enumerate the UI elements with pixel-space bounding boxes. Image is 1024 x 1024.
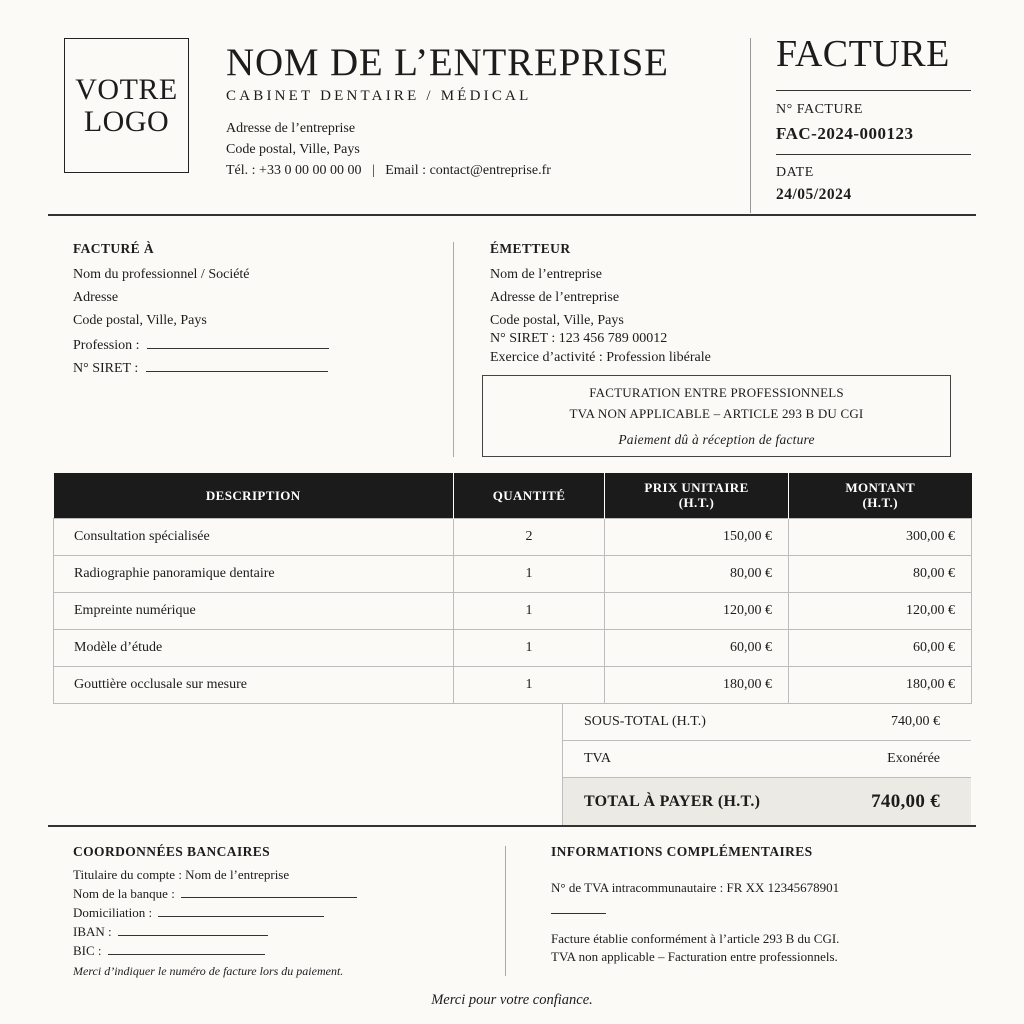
cell-quantity: 1 <box>454 555 605 592</box>
iban-row <box>73 924 268 940</box>
tva-label: TVA <box>584 751 611 766</box>
issuer-title: ÉMETTEUR <box>490 241 571 256</box>
company-postal: Code postal, Ville, Pays <box>226 142 360 157</box>
amount-header-line1: MONTANT <box>845 480 916 496</box>
header-rule <box>48 214 976 216</box>
grand-total-row <box>562 778 971 825</box>
bic-field[interactable] <box>108 943 265 955</box>
cell-description: Radiographie panoramique dentaire <box>54 555 454 592</box>
client-address: Adresse <box>73 290 119 305</box>
logo-placeholder <box>64 38 189 173</box>
cell-amount: 180,00 € <box>789 666 972 703</box>
domiciliation-row <box>73 905 324 921</box>
info-title: INFORMATIONS COMPLÉMENTAIRES <box>551 844 813 859</box>
amount-header-line2: (H.T.) <box>862 495 898 511</box>
table-header-row <box>54 473 972 518</box>
bic-row <box>73 943 265 959</box>
cell-amount: 60,00 € <box>789 629 972 666</box>
meta-rule <box>776 154 971 155</box>
subtotal-value: 740,00 € <box>891 714 940 729</box>
cell-amount: 80,00 € <box>789 555 972 592</box>
parties-divider <box>453 242 454 457</box>
footer-rule <box>48 825 976 827</box>
date-label: DATE <box>776 165 814 180</box>
logo-text-line2: LOGO <box>83 104 170 138</box>
invoice-number-label: N° FACTURE <box>776 102 863 117</box>
invoice-number: FAC-2024-000123 <box>776 124 914 143</box>
unit-price-header-line2: (H.T.) <box>678 495 715 511</box>
col-header-quantity: QUANTITÉ <box>454 473 605 518</box>
iban-field[interactable] <box>118 924 268 936</box>
info-short-rule <box>551 913 606 914</box>
issuer-postal: Code postal, Ville, Pays <box>490 313 624 328</box>
client-postal: Code postal, Ville, Pays <box>73 313 207 328</box>
issuer-address: Adresse de l’entreprise <box>490 290 620 305</box>
cell-description: Empreinte numérique <box>54 592 454 629</box>
legal-notice-box <box>482 375 951 457</box>
tva-value: Exonérée <box>887 751 940 766</box>
company-address: Adresse de l’entreprise <box>226 121 356 136</box>
notice-line-1: FACTURATION ENTRE PROFESSIONNELS <box>589 385 844 400</box>
cell-quantity: 1 <box>454 629 605 666</box>
cell-unit-price: 60,00 € <box>605 629 789 666</box>
table-row <box>54 518 972 555</box>
subtotal-label: SOUS-TOTAL (H.T.) <box>584 714 706 729</box>
cell-unit-price: 80,00 € <box>605 555 789 592</box>
cell-amount: 300,00 € <box>789 518 972 555</box>
client-siret-row <box>73 360 328 377</box>
billed-to-title: FACTURÉ À <box>73 241 154 256</box>
invoice-items-table <box>53 473 972 704</box>
col-header-description: DESCRIPTION <box>54 473 454 518</box>
tva-row <box>562 741 971 778</box>
legal-mention-2: TVA non applicable – Facturation entre professionnels. <box>551 949 838 964</box>
title-rule <box>776 90 971 91</box>
subtotal-row <box>562 704 971 741</box>
bank-name-row <box>73 886 357 902</box>
profession-label: Profession : <box>73 338 140 353</box>
bank-name-field[interactable] <box>181 886 357 898</box>
payment-note: Merci d’indiquer le numéro de facture lors du paiement. <box>73 964 344 978</box>
table-row <box>54 592 972 629</box>
client-siret-field[interactable] <box>146 360 328 372</box>
footer-divider <box>505 846 506 976</box>
table-row <box>54 666 972 703</box>
legal-mention-1: Facture établie conformément à l’article 293 B du CGI. <box>551 931 840 946</box>
notice-line-2: TVA NON APPLICABLE – ARTICLE 293 B DU CGI <box>569 406 864 421</box>
issuer-name: Nom de l’entreprise <box>490 267 602 282</box>
bic-label: BIC : <box>73 943 102 958</box>
notice-line-3: Paiement dû à réception de facture <box>618 432 815 447</box>
invoice-date: 24/05/2024 <box>776 186 852 203</box>
account-holder: Titulaire du compte : Nom de l’entreprise <box>73 867 290 882</box>
document-title: FACTURE <box>776 33 950 75</box>
company-contact: Tél. : +33 0 00 00 00 00 | Email : contact@entreprise.fr <box>226 163 551 178</box>
cell-unit-price: 120,00 € <box>605 592 789 629</box>
issuer-activity: Exercice d’activité : Profession libérale <box>490 350 711 365</box>
cell-quantity: 1 <box>454 666 605 703</box>
vat-number: N° de TVA intracommunautaire : FR XX 12345678901 <box>551 880 840 895</box>
bank-title: COORDONNÉES BANCAIRES <box>73 844 271 859</box>
company-name: NOM DE L’ENTREPRISE <box>226 41 669 84</box>
grand-total-value: 740,00 € <box>871 790 940 812</box>
iban-label: IBAN : <box>73 924 112 939</box>
company-subtitle: CABINET DENTAIRE / MÉDICAL <box>226 88 532 104</box>
grand-total-label: TOTAL À PAYER (H.T.) <box>584 792 761 810</box>
cell-description: Consultation spécialisée <box>54 518 454 555</box>
cell-description: Modèle d’étude <box>54 629 454 666</box>
cell-unit-price: 150,00 € <box>605 518 789 555</box>
cell-quantity: 2 <box>454 518 605 555</box>
cell-amount: 120,00 € <box>789 592 972 629</box>
header-divider <box>750 38 751 213</box>
client-name: Nom du professionnel / Société <box>73 267 250 282</box>
cell-description: Gouttière occlusale sur mesure <box>54 666 454 703</box>
cell-unit-price: 180,00 € <box>605 666 789 703</box>
issuer-siret: N° SIRET : 123 456 789 00012 <box>490 331 668 346</box>
unit-price-header-line1: PRIX UNITAIRE <box>644 480 749 496</box>
col-header-amount <box>789 473 972 518</box>
bank-name-label: Nom de la banque : <box>73 886 175 901</box>
logo-text-line1: VOTRE <box>75 72 178 106</box>
profession-field[interactable] <box>147 337 329 349</box>
domiciliation-label: Domiciliation : <box>73 905 153 920</box>
col-header-unit-price <box>605 473 789 518</box>
client-profession-row <box>73 337 329 354</box>
client-siret-label: N° SIRET : <box>73 361 139 376</box>
table-row <box>54 555 972 592</box>
cell-quantity: 1 <box>454 592 605 629</box>
totals-block <box>562 704 971 825</box>
domiciliation-field[interactable] <box>158 905 324 917</box>
table-row <box>54 629 972 666</box>
thank-you-note: Merci pour votre confiance. <box>431 992 593 1008</box>
